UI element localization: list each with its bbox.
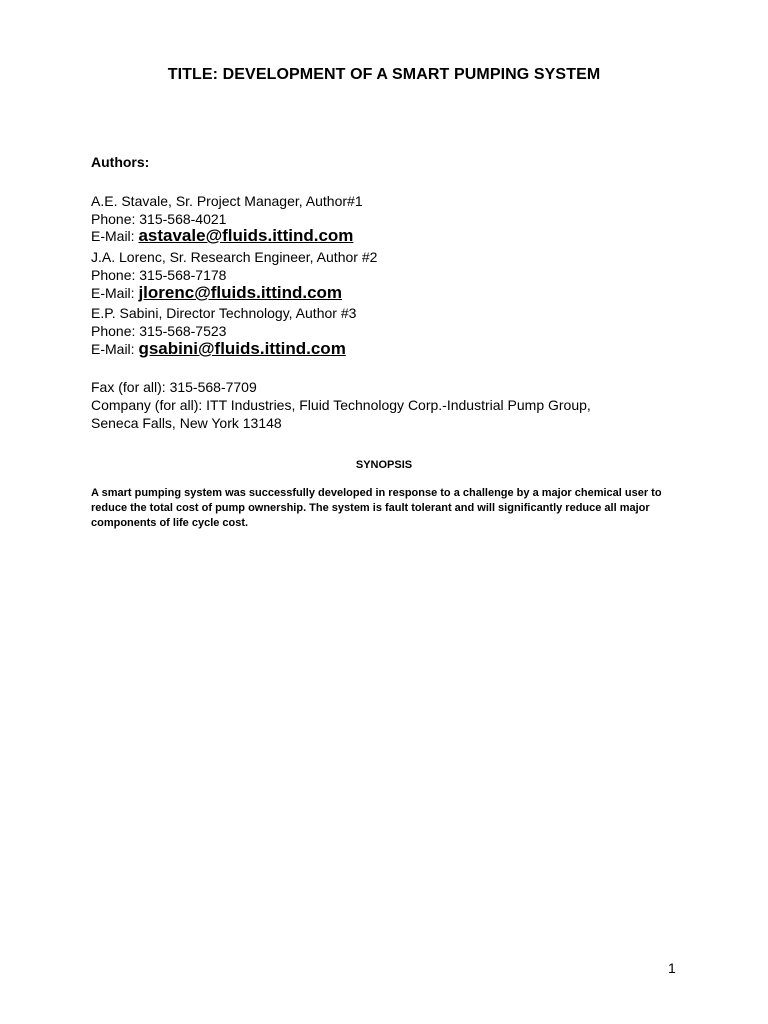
synopsis-heading: SYNOPSIS [355,459,413,471]
author-1-phone: Phone: 315-568-4021 [91,211,227,227]
author-1-email-link[interactable]: astavale@fluids.ittind.com [138,226,354,245]
address-line: Seneca Falls, New York 13148 [91,415,282,431]
page-title: TITLE: DEVELOPMENT OF A SMART PUMPING SYSTEM [167,66,601,83]
author-1-email-label: E-Mail: [91,228,139,244]
author-2-email-label: E-Mail: [91,285,139,301]
author-2-email-link[interactable]: jlorenc@fluids.ittind.com [138,283,343,302]
author-1-name: A.E. Stavale, Sr. Project Manager, Author#1 [91,193,363,209]
company-line: Company (for all): ITT Industries, Fluid Technology Corp.-Industrial Pump Group, [91,397,591,413]
author-3-phone: Phone: 315-568-7523 [91,323,227,339]
author-3-email-link[interactable]: gsabini@fluids.ittind.com [138,339,346,358]
author-2-name: J.A. Lorenc, Sr. Research Engineer, Author #2 [91,249,378,265]
synopsis-body: A smart pumping system was successfully developed in response to a challenge by a major chemical user to reduce the total cost of pump ownership. The system is fault tolerant and will significantly reduce all major components of life cycle cost. [91,487,662,529]
authors-heading: Authors: [91,154,150,170]
author-1-email-line [91,227,353,245]
author-2-phone: Phone: 315-568-7178 [91,267,227,283]
page-number: 1 [668,960,676,976]
author-2-email-line [91,284,342,302]
fax-line: Fax (for all): 315-568-7709 [91,379,257,395]
author-3-name: E.P. Sabini, Director Technology, Author #3 [91,305,357,321]
author-3-email-line [91,340,346,358]
author-3-email-label: E-Mail: [91,341,139,357]
